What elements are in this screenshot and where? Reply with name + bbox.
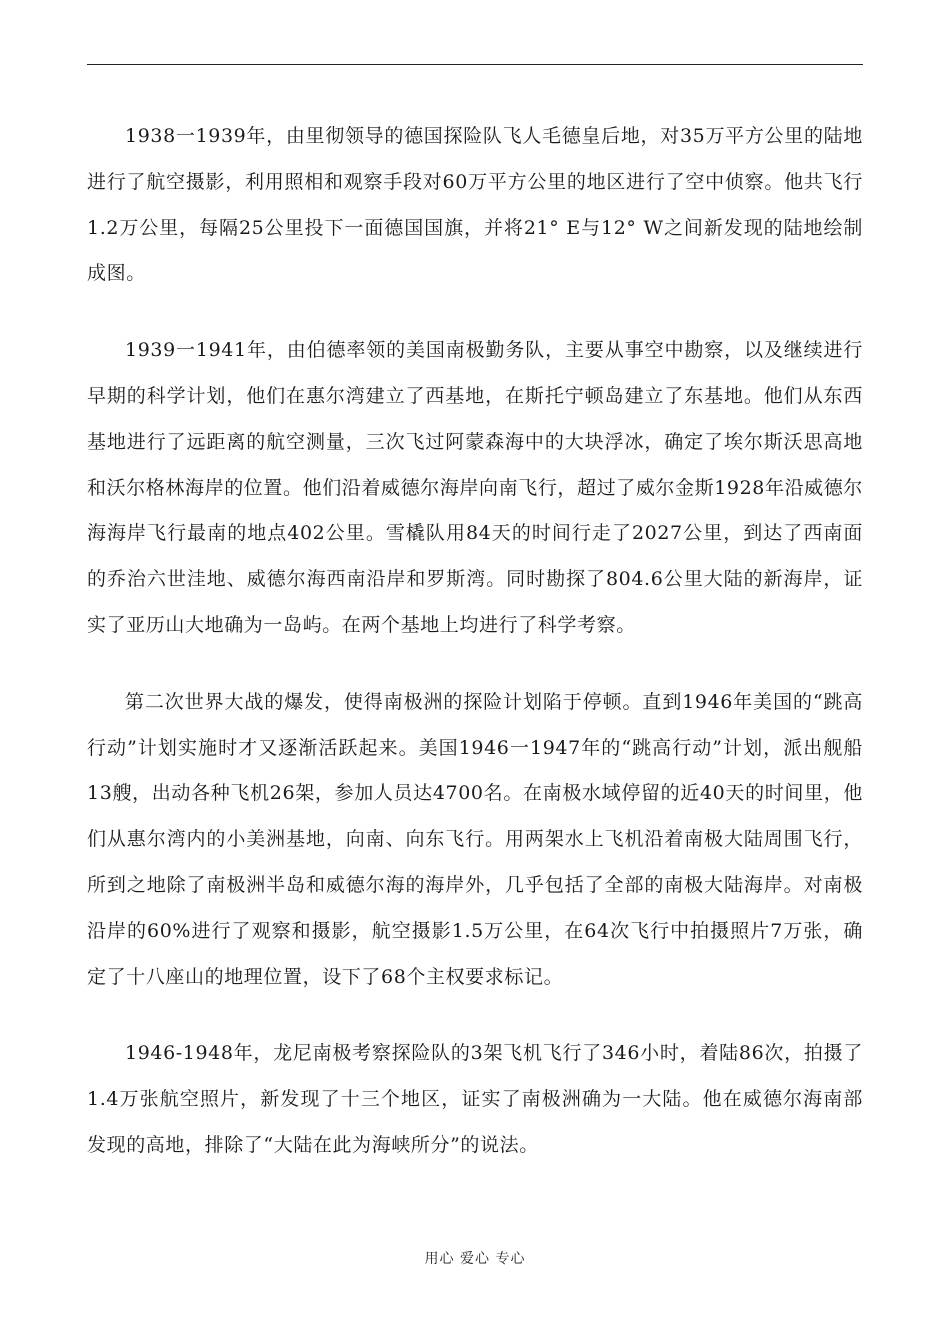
page-footer: 用心 爱心 专心 bbox=[424, 1251, 526, 1267]
document-body bbox=[87, 114, 863, 1169]
header-rule bbox=[87, 64, 863, 65]
paragraph-ww2-highjump: 第二次世界大战的爆发，使得南极洲的探险计划陷于停顿。直到1946年美国的“跳高行动”计划实施时才又逐渐活跃起来。美国1946一1947年的“跳高行动”计划，派出舰船13艘，出动各种飞机26架，参加人员达4700名。在南极水域停留的近40天的时间里，他们从惠尔湾内的小美洲基地，向南、向东飞行。用两架水上飞机沿着南极大陆周围飞行，所到之地除了南极洲半岛和威德尔海的海岸外，几乎包括了全部的南极大陆海岸。对南极沿岸的60%进行了观察和摄影，航空摄影1.5万公里，在64次飞行中拍摄照片7万张，确定了十八座山的地理位置，设下了68个主权要求标记。 bbox=[87, 690, 863, 988]
paragraph-1946-ronne: 1946-1948年，龙尼南极考察探险队的3架飞机飞行了346小时，着陆86次，拍摄了1.4万张航空照片，新发现了十三个地区，证实了南极洲确为一大陆。他在威德尔海南部发现的高地，排除了“大陆在此为海峡所分”的说法。 bbox=[87, 1042, 863, 1156]
paragraph-1939-expedition: 1939一1941年，由伯德率领的美国南极勤务队，主要从事空中勘察，以及继续进行早期的科学计划，他们在惠尔湾建立了西基地，在斯托宁顿岛建立了东基地。他们从东西基地进行了远距离的航空测量，三次飞过阿蒙森海中的大块浮冰，确定了埃尔斯沃思高地和沃尔格林海岸的位置。他们沿着威德尔海岸向南飞行，超过了威尔金斯1928年沿威德尔海海岸飞行最南的地点402公里。雪橇队用84天的时间行走了2027公里，到达了西南面的乔治六世洼地、威德尔海西南沿岸和罗斯湾。同时勘探了804.6公里大陆的新海岸，证实了亚历山大地确为一岛屿。在两个基地上均进行了科学考察。 bbox=[87, 339, 863, 636]
paragraph-1938-expedition: 1938一1939年，由里彻领导的德国探险队飞人毛德皇后地，对35万平方公里的陆地进行了航空摄影，利用照相和观察手段对60万平方公里的地区进行了空中侦察。他共飞行1.2万公里，每隔25公里投下一面德国国旗，并将21° E与12° W之间新发现的陆地绘制成图。 bbox=[87, 125, 863, 285]
